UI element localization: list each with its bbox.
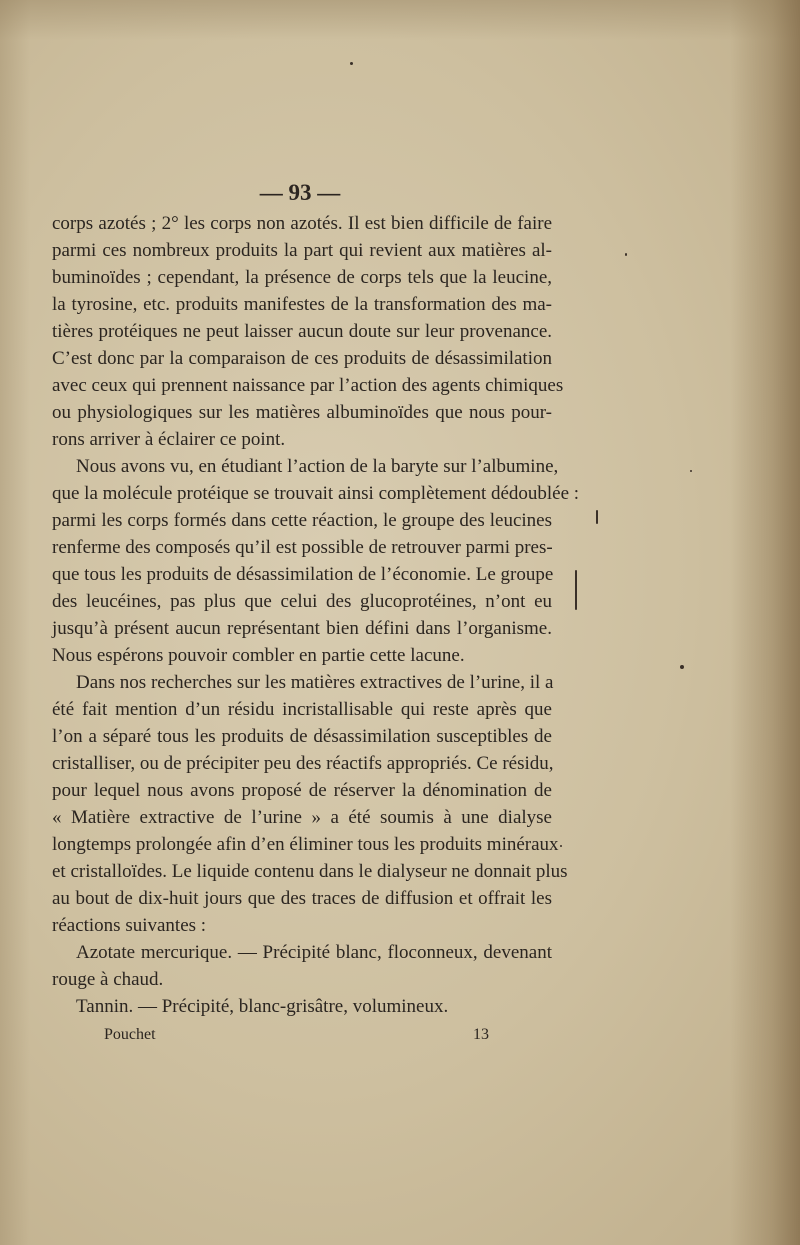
text-line: rons arriver à éclairer ce point. bbox=[52, 429, 286, 450]
text-line: Tannin. — Précipité, blanc-grisâtre, volumineux. bbox=[76, 996, 449, 1017]
footer-author: Pouchet bbox=[104, 1026, 156, 1043]
page-edge-shadow-right bbox=[730, 0, 800, 1245]
text-line: des leucéines, pas plus que celui des glucoprotéines, n’ont eu bbox=[52, 591, 552, 612]
text-line: Nous espérons pouvoir combler en partie cette lacune. bbox=[52, 645, 465, 666]
text-line: avec ceux qui prennent naissance par l’action des agents chimiques bbox=[52, 375, 564, 396]
text-line: la tyrosine, etc. produits manifestes de la transformation des ma- bbox=[52, 294, 552, 315]
text-line: longtemps prolongée afin d’en éliminer tous les produits minéraux bbox=[52, 834, 559, 855]
text-line: buminoïdes ; cependant, la présence de corps tels que la leucine, bbox=[52, 267, 552, 288]
text-line: C’est donc par la comparaison de ces produits de désassimilation bbox=[52, 348, 552, 369]
text-line: cristalliser, ou de précipiter peu des réactifs appropriés. Ce résidu, bbox=[52, 753, 554, 774]
text-line: parmi ces nombreux produits la part qui revient aux matières al- bbox=[52, 240, 552, 261]
text-line: été fait mention d’un résidu incristallisable qui reste après que bbox=[52, 699, 552, 720]
text-line: tières protéiques ne peut laisser aucun doute sur leur provenance. bbox=[52, 321, 552, 342]
body-text bbox=[52, 210, 580, 1020]
text-line: ou physiologiques sur les matières albuminoïdes que nous pour- bbox=[52, 402, 552, 423]
text-line: jusqu’à présent aucun représentant bien défini dans l’organisme. bbox=[52, 618, 552, 639]
text-line: corps azotés ; 2° les corps non azotés. Il est bien difficile de faire bbox=[52, 213, 552, 234]
text-line: pour lequel nous avons proposé de réserver la dénomination de bbox=[52, 780, 552, 801]
text-line: rouge à chaud. bbox=[52, 969, 164, 990]
text-line: que tous les produits de désassimilation de l’économie. Le groupe bbox=[52, 564, 554, 585]
text-line: et cristalloïdes. Le liquide contenu dans le dialyseur ne donnait plus bbox=[52, 861, 568, 882]
text-line: l’on a séparé tous les produits de désassimilation susceptibles de bbox=[52, 726, 552, 747]
text-line: Dans nos recherches sur les matières extractives de l’urine, il a bbox=[76, 672, 554, 693]
text-line: renferme des composés qu’il est possible de retrouver parmi pres- bbox=[52, 537, 553, 558]
text-line: Azotate mercurique. — Précipité blanc, floconneux, devenant bbox=[76, 942, 552, 963]
text-line: Nous avons vu, en étudiant l’action de la baryte sur l’albumine, bbox=[76, 456, 559, 477]
footer-signature-mark: 13 bbox=[473, 1026, 489, 1043]
text-line: au bout de dix-huit jours que des traces de diffusion et offrait les bbox=[52, 888, 552, 909]
page-number: — 93 — bbox=[259, 180, 341, 205]
page-edge-shadow-top bbox=[0, 0, 800, 40]
text-line: réactions suivantes : bbox=[52, 915, 207, 936]
text-line: que la molécule protéique se trouvait ainsi complètement dédoublée : bbox=[52, 483, 580, 504]
text-line: « Matière extractive de l’urine » a été soumis à une dialyse bbox=[52, 807, 552, 828]
text-line: parmi les corps formés dans cette réaction, le groupe des leucines bbox=[52, 510, 552, 531]
